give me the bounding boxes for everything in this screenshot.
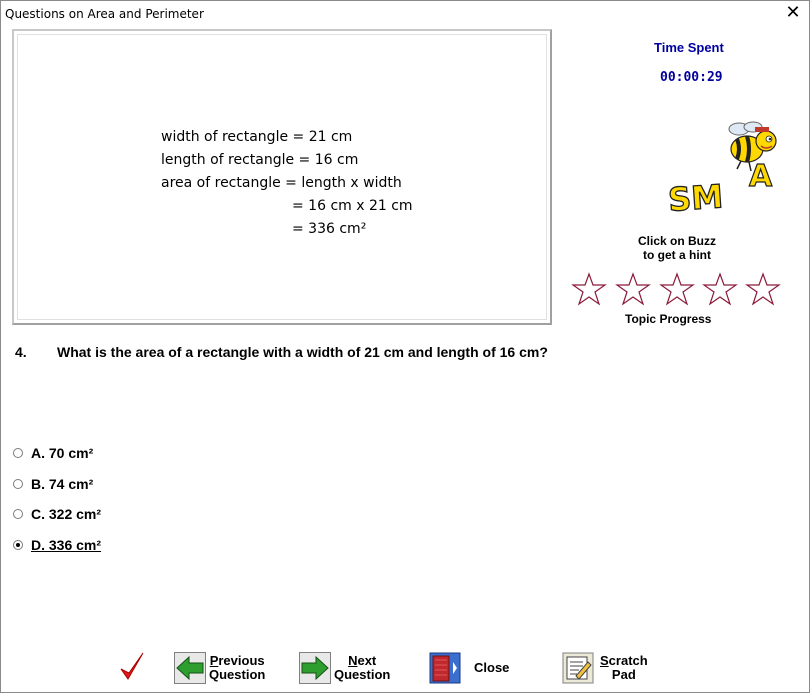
- checkmark-icon[interactable]: [119, 651, 145, 683]
- next-question-button[interactable]: [299, 652, 390, 684]
- option-b-label[interactable]: B. 74 cm²: [31, 476, 94, 492]
- time-spent-label: Time Spent: [654, 40, 724, 55]
- option-d-radio[interactable]: [13, 540, 23, 550]
- option-a[interactable]: [13, 445, 93, 461]
- exit-door-icon[interactable]: [429, 652, 461, 684]
- option-c-radio[interactable]: [13, 509, 23, 519]
- topic-progress-label: Topic Progress: [625, 312, 712, 326]
- progress-star-2-icon: [617, 274, 649, 304]
- close-window-button[interactable]: ✕: [785, 2, 801, 23]
- buzz-bee-icon[interactable]: [667, 119, 779, 219]
- close-quiz-label[interactable]: Close: [474, 660, 510, 675]
- right-arrow-icon[interactable]: [299, 652, 331, 684]
- scratch-pad-button[interactable]: [562, 652, 648, 684]
- hint-text: [621, 234, 733, 262]
- title-bar: [1, 1, 809, 27]
- topic-progress-stars: [571, 272, 783, 308]
- window-title: Questions on Area and Perimeter: [5, 7, 204, 21]
- solution-panel: [12, 29, 552, 325]
- hint-line-1: Click on Buzz: [637, 234, 716, 248]
- option-a-radio[interactable]: [13, 448, 23, 458]
- hint-line-2: to get a hint: [643, 248, 711, 262]
- time-spent-value: 00:00:29: [660, 70, 723, 85]
- solution-line-2: length of rectangle = 16 cm: [161, 152, 359, 168]
- svg-text:A: A: [749, 159, 773, 194]
- left-arrow-icon[interactable]: [174, 652, 206, 684]
- progress-star-4-icon: [704, 274, 736, 304]
- buzz-hint-logo[interactable]: [667, 119, 779, 219]
- solution-line-4: = 16 cm x 21 cm: [292, 198, 413, 214]
- question-number: 4.: [15, 344, 27, 360]
- svg-text:SM: SM: [667, 177, 725, 219]
- option-d-label[interactable]: D. 336 cm²: [31, 537, 102, 553]
- previous-question-button[interactable]: [174, 652, 265, 684]
- previous-question-label[interactable]: Previous Question: [209, 653, 266, 682]
- progress-star-1-icon: [573, 274, 605, 304]
- option-a-label[interactable]: A. 70 cm²: [31, 445, 94, 461]
- option-b[interactable]: [13, 476, 93, 492]
- solution-line-3: area of rectangle = length x width: [161, 175, 402, 191]
- scratch-pad-label[interactable]: Scratch Pad: [600, 653, 648, 682]
- notepad-pencil-icon[interactable]: [562, 652, 594, 684]
- next-question-label[interactable]: Next Question: [334, 653, 391, 682]
- option-d[interactable]: [13, 537, 101, 553]
- solution-panel-inner: [17, 34, 547, 320]
- option-c-label[interactable]: C. 322 cm²: [31, 506, 102, 522]
- progress-star-5-icon: [747, 274, 779, 304]
- question-text: What is the area of a rectangle with a width of 21 cm and length of 16 cm?: [57, 344, 548, 360]
- close-quiz-button[interactable]: [429, 652, 509, 684]
- option-b-radio[interactable]: [13, 479, 23, 489]
- solution-line-5: = 336 cm²: [292, 221, 367, 237]
- solution-line-1: width of rectangle = 21 cm: [161, 129, 353, 145]
- progress-star-3-icon: [661, 274, 693, 304]
- check-answer-button[interactable]: [119, 651, 145, 683]
- option-c[interactable]: [13, 506, 101, 522]
